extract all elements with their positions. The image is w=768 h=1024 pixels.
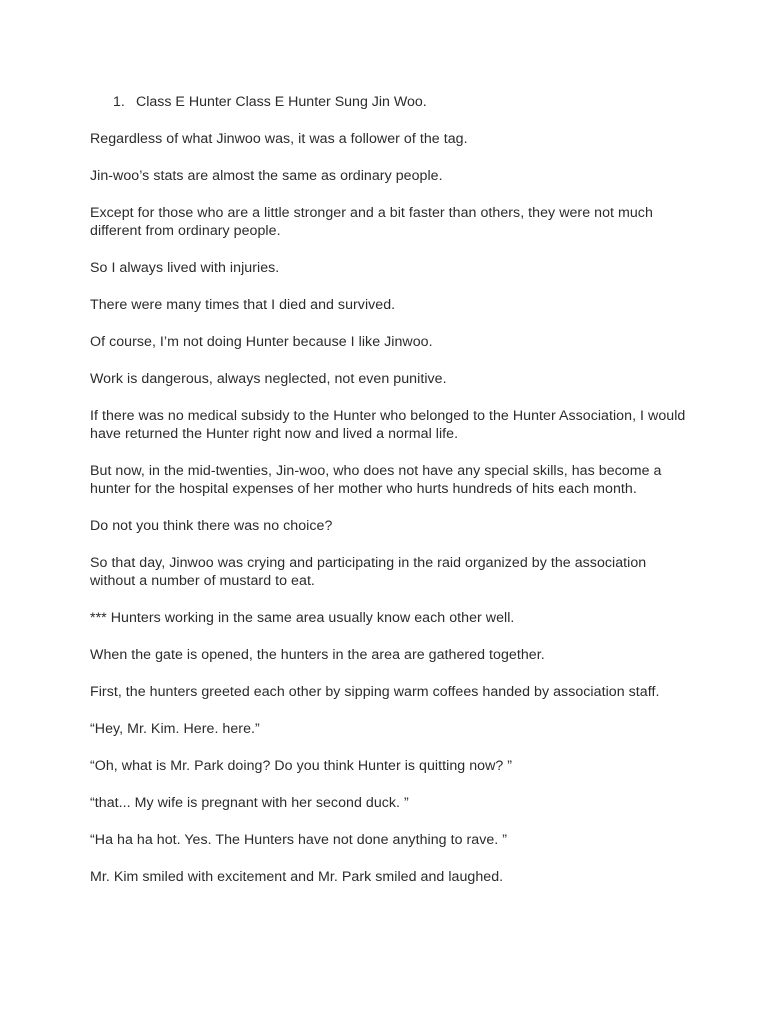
paragraph: When the gate is opened, the hunters in the area are gathered together. bbox=[90, 647, 545, 663]
numbered-list-item bbox=[90, 93, 690, 111]
paragraph: So I always lived with injuries. bbox=[90, 260, 280, 276]
paragraph: First, the hunters greeted each other by sipping warm coffees handed by association staff. bbox=[90, 684, 660, 700]
paragraph: *** Hunters working in the same area usually know each other well. bbox=[90, 610, 515, 626]
paragraph: “that... My wife is pregnant with her second duck. ” bbox=[90, 795, 409, 811]
paragraph: But now, in the mid-twenties, Jin-woo, who does not have any special skills, has become a hunter for the hospital expenses of her mother who hurts hundreds of hits each month. bbox=[90, 463, 662, 497]
paragraph: So that day, Jinwoo was crying and participating in the raid organized by the association without a number of mustard to eat. bbox=[90, 555, 647, 589]
paragraph: If there was no medical subsidy to the Hunter who belonged to the Hunter Association, I would have returned the Hunter right now and lived a normal life. bbox=[90, 408, 686, 442]
paragraph: There were many times that I died and survived. bbox=[90, 297, 396, 313]
paragraph: “Oh, what is Mr. Park doing? Do you think Hunter is quitting now? ” bbox=[90, 758, 513, 774]
paragraph: Of course, I’m not doing Hunter because I like Jinwoo. bbox=[90, 334, 433, 350]
document-page bbox=[90, 93, 690, 905]
paragraph: “Hey, Mr. Kim. Here. here.” bbox=[90, 721, 260, 737]
paragraph: Except for those who are a little stronger and a bit faster than others, they were not much different from ordinary people. bbox=[90, 205, 653, 239]
list-number: 1. bbox=[113, 94, 125, 110]
paragraph: Work is dangerous, always neglected, not even punitive. bbox=[90, 371, 447, 387]
paragraph: Mr. Kim smiled with excitement and Mr. Park smiled and laughed. bbox=[90, 869, 504, 885]
paragraph: “Ha ha ha hot. Yes. The Hunters have not done anything to rave. ” bbox=[90, 832, 508, 848]
paragraph: Do not you think there was no choice? bbox=[90, 518, 333, 534]
list-item-text: Class E Hunter Class E Hunter Sung Jin Woo. bbox=[136, 94, 427, 110]
paragraph: Jin-woo’s stats are almost the same as ordinary people. bbox=[90, 168, 443, 184]
paragraph: Regardless of what Jinwoo was, it was a follower of the tag. bbox=[90, 131, 468, 147]
